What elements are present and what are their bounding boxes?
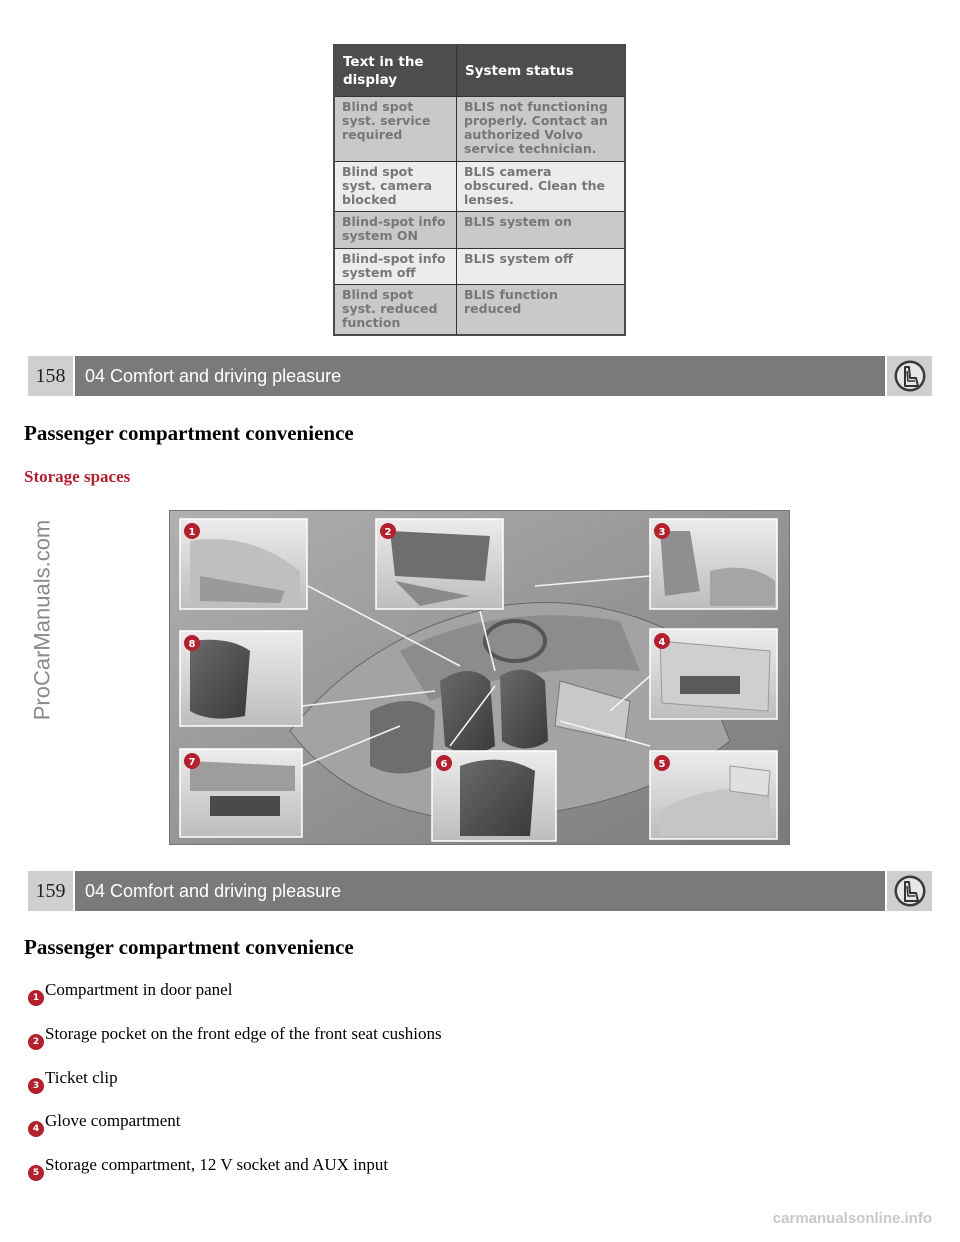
cell-status: BLIS not functioning properly. Contact an authorized Volvo service technician. <box>464 99 608 156</box>
cell-status: BLIS camera obscured. Clean the lenses. <box>464 164 605 207</box>
item-text: Ticket clip <box>45 1068 118 1087</box>
table-header <box>335 46 624 96</box>
watermark-carmanualsonline: carmanualsonline.info <box>772 1210 932 1227</box>
section-heading: Passenger compartment convenience <box>24 935 354 959</box>
callout-2-label: 2 <box>384 527 392 538</box>
callout-8 <box>184 635 200 651</box>
item-number-badge: 3 <box>28 1078 44 1094</box>
callout-4-label: 4 <box>658 637 666 648</box>
list-item <box>28 1068 118 1094</box>
cell-display: Blind-spot info system off <box>335 249 457 284</box>
page-number: 158 <box>28 356 73 396</box>
callout-8-label: 8 <box>188 639 196 650</box>
page-number: 159 <box>28 871 73 911</box>
blis-status-table <box>333 44 626 336</box>
item-number-badge: 2 <box>28 1034 44 1050</box>
cell-display: Blind spot syst. service required <box>335 97 457 161</box>
callout-3 <box>654 523 670 539</box>
table-row <box>335 161 624 211</box>
list-item <box>28 1111 181 1137</box>
item-text: Storage pocket on the front edge of the front seat cushions <box>45 1024 442 1043</box>
callout-4 <box>654 633 670 649</box>
item-text: Glove compartment <box>45 1111 181 1130</box>
item-text: Compartment in door panel <box>45 980 233 999</box>
callout-7 <box>184 753 200 769</box>
callout-7-label: 7 <box>188 757 196 768</box>
cell-display: Blind-spot info system ON <box>335 212 457 248</box>
callout-6 <box>436 755 452 771</box>
item-number-badge: 1 <box>28 990 44 1006</box>
header-system-status: System status <box>465 63 574 79</box>
item-number-badge: 5 <box>28 1165 44 1181</box>
seat-icon <box>891 874 929 908</box>
cell-status: BLIS function reduced <box>464 287 558 316</box>
callout-1 <box>184 523 200 539</box>
storage-spaces-illustration <box>169 510 790 845</box>
cell-status: BLIS system off <box>464 251 574 266</box>
cell-display: Blind spot syst. camera blocked <box>335 162 457 211</box>
section-bar-159 <box>28 871 932 911</box>
list-item <box>28 1155 388 1181</box>
header-display-text: Text in the display <box>335 46 457 96</box>
callout-5 <box>654 755 670 771</box>
cell-status: BLIS system on <box>464 214 572 229</box>
callout-5-label: 5 <box>658 759 666 770</box>
cell-display: Blind spot syst. reduced function <box>335 285 457 334</box>
callout-2 <box>380 523 396 539</box>
item-number-badge: 4 <box>28 1121 44 1137</box>
callout-1-label: 1 <box>188 527 196 538</box>
section-bar-158 <box>28 356 932 396</box>
car-interior-image <box>170 511 790 845</box>
section-subheading: Storage spaces <box>24 467 131 486</box>
table-row <box>335 96 624 161</box>
table-row <box>335 248 624 284</box>
list-item <box>28 980 232 1006</box>
list-item <box>28 1024 442 1050</box>
table-row <box>335 211 624 248</box>
watermark-procarmanuals: ProCarManuals.com <box>29 519 55 721</box>
section-heading: Passenger compartment convenience <box>24 421 354 445</box>
chapter-title: 04 Comfort and driving pleasure <box>75 871 885 911</box>
callout-6-label: 6 <box>440 759 448 770</box>
callout-3-label: 3 <box>658 527 666 538</box>
table-row <box>335 284 624 334</box>
chapter-title: 04 Comfort and driving pleasure <box>75 356 885 396</box>
item-text: Storage compartment, 12 V socket and AUX input <box>45 1155 389 1174</box>
seat-icon <box>891 359 929 393</box>
